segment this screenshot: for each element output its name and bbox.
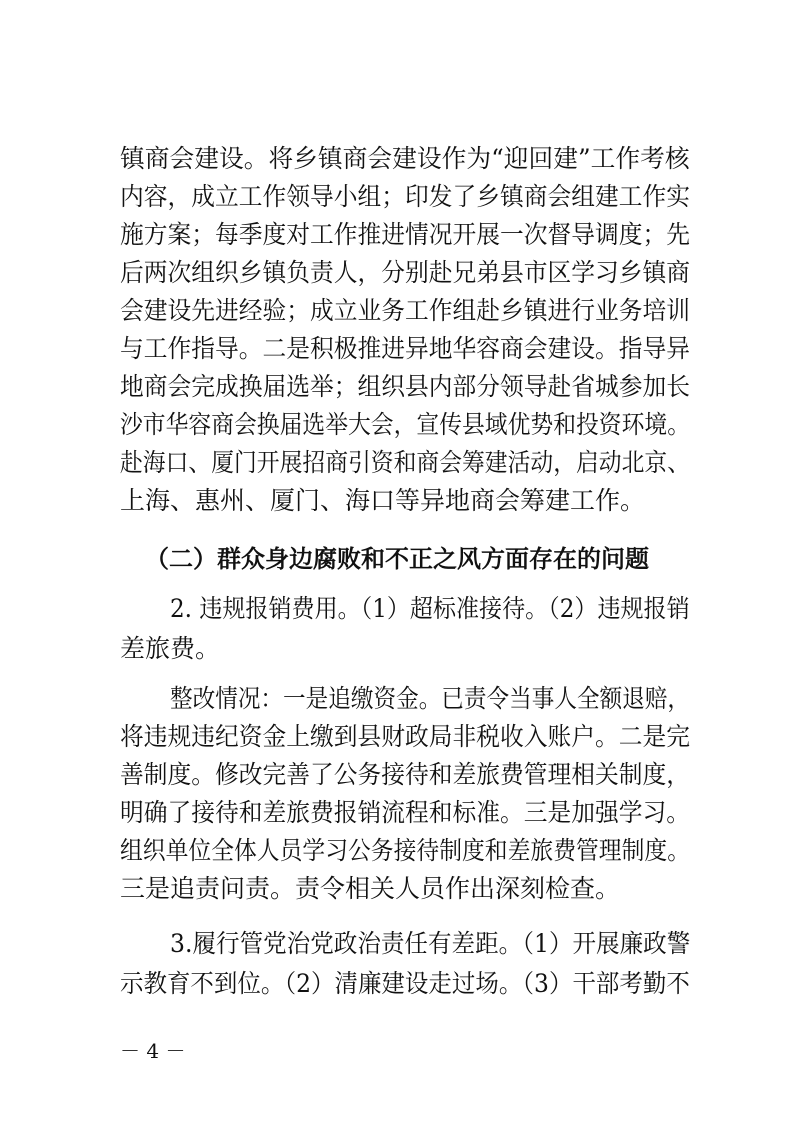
text-line: 明确了接待和差旅费报销流程和标准。三是加强学习。: [120, 798, 691, 827]
text-line: 沙市华容商会换届选举大会，宣传县域优势和投资环境。: [120, 410, 691, 439]
text-line: 善制度。修改完善了公务接待和差旅费管理相关制度，: [120, 760, 691, 789]
text-line: 差旅费。: [120, 634, 221, 663]
text-line: 镇商会建设。将乡镇商会建设作为“迎回建”工作考核: [120, 144, 690, 173]
text-line: 三是追责问责。责令相关人员作出深刻检查。: [120, 874, 621, 903]
section-heading: （二）群众身边腐败和不正之风方面存在的问题: [145, 545, 649, 573]
page-number: － 4 －: [120, 1039, 186, 1063]
text-line: 后两次组织乡镇负责人，分别赴兄弟县市区学习乡镇商: [120, 258, 691, 287]
text-line: 地商会完成换届选举；组织县内部分领导赴省城参加长: [120, 372, 691, 401]
text-line: 上海、惠州、厦门、海口等异地商会筹建工作。: [120, 486, 646, 515]
text-line: 赴海口、厦门开展招商引资和商会筹建活动，启动北京、: [120, 448, 691, 477]
text-line: 会建设先进经验；成立业务工作组赴乡镇进行业务培训: [120, 296, 691, 325]
text-line: 内容，成立工作领导小组；印发了乡镇商会组建工作实: [120, 182, 691, 211]
text-line: 与工作指导。二是积极推进异地华容商会建设。指导异: [120, 334, 691, 363]
text-line: 示教育不到位。（2）清廉建设走过场。（3）干部考勤不: [120, 969, 690, 998]
text-line: 3.履行管党治党政治责任有差距。（1）开展廉政警: [170, 929, 691, 958]
text-line: 将违规违纪资金上缴到县财政局非税收入账户。二是完: [120, 722, 691, 751]
text-line: 施方案；每季度对工作推进情况开展一次督导调度；先: [120, 220, 691, 249]
text-line: 组织单位全体人员学习公务接待制度和差旅费管理制度。: [120, 836, 691, 865]
text-line: 2. 违规报销费用。（1）超标准接待。（2）违规报销: [170, 594, 690, 623]
text-line: 整改情况：一是追缴资金。已责令当事人全额退赔，: [170, 684, 691, 713]
